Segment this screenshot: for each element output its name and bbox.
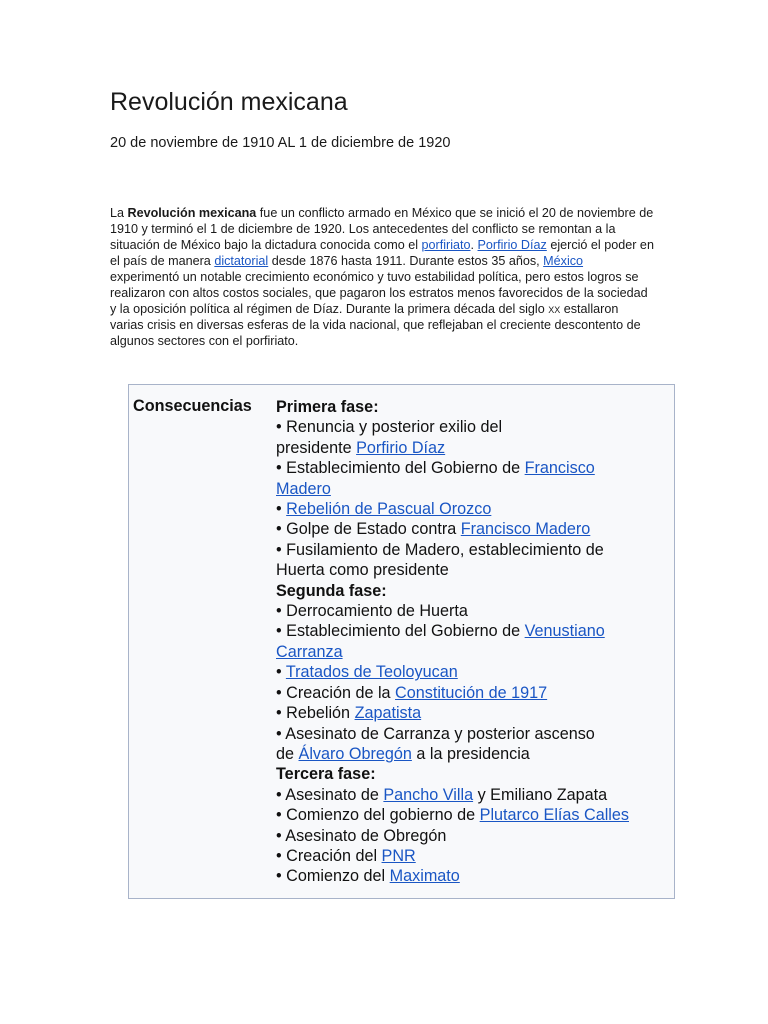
- list-item-continued: [276, 479, 674, 499]
- link-pancho-villa[interactable]: Pancho Villa: [383, 785, 474, 804]
- list-item: [276, 519, 674, 539]
- link-mexico[interactable]: México: [543, 254, 584, 268]
- item-text: • Comienzo del: [276, 867, 390, 886]
- item-text: •: [276, 663, 286, 682]
- list-item: [276, 703, 674, 723]
- link-constitucion-1917[interactable]: Constitución de 1917: [395, 683, 548, 702]
- link-alvaro-obregon[interactable]: Álvaro Obregón: [298, 744, 412, 763]
- date-range: 20 de noviembre de 1910 AL 1 de diciembre de 1920: [110, 135, 451, 151]
- list-item: [276, 458, 674, 478]
- intro-text: desde 1876 hasta 1911. Durante estos 35 años,: [268, 254, 544, 268]
- link-francisco-madero-2[interactable]: Francisco Madero: [460, 520, 591, 539]
- link-zapatista[interactable]: Zapatista: [354, 704, 422, 723]
- list-item: [276, 785, 674, 805]
- list-item: [276, 438, 674, 458]
- link-venustiano-carranza[interactable]: Carranza: [276, 642, 343, 661]
- item-text: • Rebelión: [276, 704, 355, 723]
- item-text: • Comienzo del gobierno de: [276, 806, 480, 825]
- list-item-continued: Huerta como presidente: [276, 561, 449, 580]
- link-francisco-madero[interactable]: Francisco: [524, 459, 595, 478]
- phase-heading: Tercera fase:: [276, 765, 376, 784]
- link-plutarco-elias-calles[interactable]: Plutarco Elías Calles: [479, 806, 629, 825]
- link-porfirio-diaz[interactable]: Porfirio Díaz: [356, 438, 446, 457]
- list-item: [276, 499, 674, 519]
- intro-text: fue un conflicto armado en México que se inició el 20 de noviembre de 1910 y terminó el 1 de diciembre de 1920. Los antecedentes del conflicto se remontan a la situación de México bajo la dictadura conocida como el: [110, 206, 654, 252]
- list-item-continued: [276, 744, 674, 764]
- list-item: • Asesinato de Carranza y posterior ascenso: [276, 724, 595, 743]
- link-venustiano-carranza[interactable]: Venustiano: [524, 622, 605, 641]
- consequences-list: [276, 397, 674, 887]
- intro-text: experimentó un notable crecimiento económico y tuvo estabilidad política, pero estos logros se realizaron con altos costos sociales, que pagaron los estratos menos favorecidos de la sociedad y la oposición política al régimen de Díaz. Durante la primera década del siglo: [110, 270, 648, 316]
- link-dictatorial[interactable]: dictatorial: [214, 254, 269, 268]
- list-item: [276, 866, 674, 886]
- consequences-label: Consecuencias: [133, 397, 252, 415]
- list-item: • Derrocamiento de Huerta: [276, 602, 468, 621]
- intro-paragraph: [110, 205, 655, 349]
- list-item: [276, 805, 674, 825]
- phase-heading: Primera fase:: [276, 398, 379, 416]
- link-maximato[interactable]: Maximato: [389, 867, 460, 886]
- phase-heading: Segunda fase:: [276, 581, 387, 600]
- item-text: • Establecimiento del Gobierno de: [276, 622, 525, 641]
- list-item: [276, 662, 674, 682]
- item-text: • Establecimiento del Gobierno de: [276, 459, 525, 478]
- century-numeral: xx: [548, 302, 561, 316]
- page-title: Revolución mexicana: [110, 88, 348, 116]
- item-text: y Emiliano Zapata: [473, 785, 608, 804]
- intro-text: La: [110, 206, 128, 220]
- link-pnr[interactable]: PNR: [381, 846, 416, 865]
- item-text: • Asesinato de: [276, 785, 384, 804]
- item-text: •: [276, 500, 287, 519]
- link-francisco-madero[interactable]: Madero: [276, 479, 331, 498]
- list-item: • Fusilamiento de Madero, establecimiento de: [276, 540, 604, 559]
- intro-text: estallaron varias crisis en diversas esferas de la vida nacional, que reflejaban el creciente descontento de algunos sectores con el porfiriato.: [110, 302, 641, 348]
- list-item: [276, 846, 674, 866]
- list-item-continued: [276, 642, 674, 662]
- item-text: a la presidencia: [411, 744, 530, 763]
- item-text: • Creación del: [276, 846, 382, 865]
- item-text: • Creación de la: [276, 683, 396, 702]
- intro-bold-term: Revolución mexicana: [127, 206, 257, 220]
- consequences-table: [128, 384, 675, 899]
- list-item: • Renuncia y posterior exilio del: [276, 418, 503, 437]
- intro-text: ejerció el poder en el país de manera: [110, 238, 654, 268]
- link-porfiriato[interactable]: porfiriato: [421, 238, 471, 252]
- link-porfirio-diaz[interactable]: Porfirio Díaz: [477, 238, 547, 252]
- item-text: de: [276, 744, 299, 763]
- list-item: [276, 683, 674, 703]
- list-item: [276, 621, 674, 641]
- link-tratados-teoloyucan[interactable]: Tratados de Teoloyucan: [285, 663, 458, 682]
- item-text: • Golpe de Estado contra: [276, 520, 461, 539]
- intro-text: .: [470, 238, 478, 252]
- list-item: • Asesinato de Obregón: [276, 826, 447, 845]
- link-rebelion-orozco[interactable]: Rebelión de Pascual Orozco: [286, 500, 492, 519]
- item-text: presidente: [276, 438, 357, 457]
